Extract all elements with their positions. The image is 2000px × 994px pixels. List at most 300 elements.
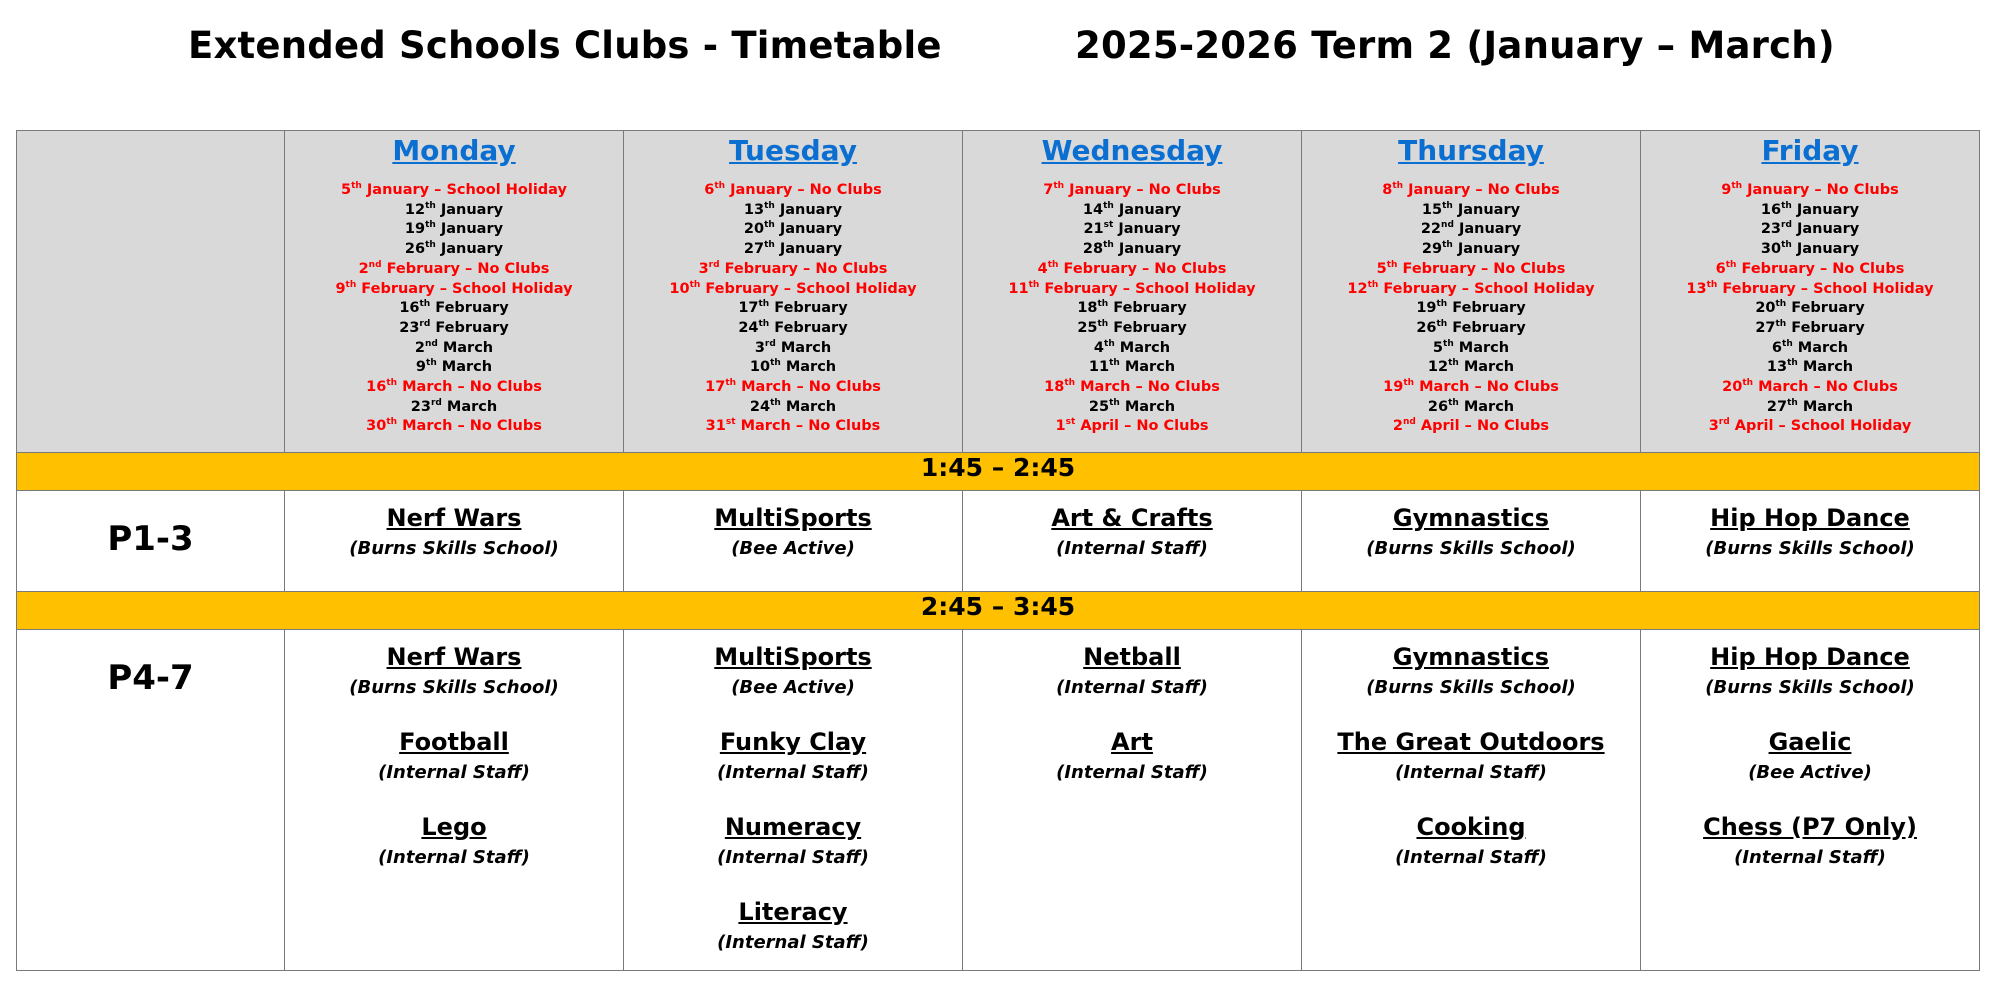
date-text: February – No Clubs [1058,260,1227,277]
club-cell [963,491,1302,592]
date-closed [1641,181,1979,201]
date-day: 13 [743,201,765,218]
date-day: 13 [1686,280,1707,297]
date-text: January [774,241,843,258]
date-list [285,181,623,437]
date-text: February – No Clubs [1736,260,1905,277]
club-provider: (Internal Staff) [717,932,869,953]
club-provider: (Burns Skills School) [1366,677,1576,698]
date-day: 30 [366,418,387,435]
club-cell [1641,630,1980,971]
year-group-label: P4-7 [107,658,194,698]
date-item [624,339,962,359]
date-suffix: th [1097,319,1109,330]
date-text: January [1113,201,1182,218]
club-provider: (Burns Skills School) [1366,538,1576,559]
date-text: March [1458,359,1515,376]
date-suffix: th [1443,338,1454,349]
club-name: Literacy [738,898,848,926]
club-provider: (Internal Staff) [1734,847,1886,868]
date-list [1302,181,1640,437]
day-header-row [17,131,1980,453]
date-item [624,220,962,240]
club-name: Gymnastics [1392,643,1550,671]
date-text: January – No Clubs [1742,182,1899,198]
date-closed [285,181,623,201]
date-day: 10 [669,280,690,297]
date-suffix: th [1448,358,1459,369]
date-suffix: nd [1441,220,1454,231]
date-suffix: th [419,299,431,310]
date-closed [1302,378,1640,398]
date-item [1302,398,1640,418]
date-item [1641,240,1979,260]
date-text: April – School Holiday [1729,418,1912,435]
date-item [963,220,1301,240]
date-item [624,299,962,319]
club-entry [624,727,962,786]
date-item [624,398,962,418]
club-name: Lego [421,813,487,841]
date-suffix: th [1706,279,1718,290]
club-provider: (Bee Active) [731,677,855,698]
date-suffix: th [1442,200,1453,211]
date-item [963,319,1301,339]
date-text: March [775,339,832,356]
date-suffix: th [1742,378,1754,389]
date-item [285,201,623,221]
term-title: 2025-2026 Term 2 (January – March) [1075,24,1835,67]
club-entry [624,503,962,562]
club-provider: (Internal Staff) [1056,677,1208,698]
club-entry [963,503,1301,562]
date-suffix: th [1731,181,1743,192]
date-closed [963,417,1301,437]
date-day: 26 [1427,398,1449,415]
date-text: January [435,221,504,238]
date-list [1641,181,1979,437]
club-provider: (Internal Staff) [1056,538,1208,559]
date-day: 17 [738,300,759,317]
year-group-cell [17,630,285,971]
club-cell [285,630,624,971]
date-item [963,201,1301,221]
club-name: Art [1111,728,1153,756]
date-suffix: th [1109,397,1120,408]
date-day: 27 [1755,319,1776,336]
date-text: January – No Clubs [725,182,882,198]
date-suffix: nd [424,338,438,349]
date-suffix: th [770,358,781,369]
date-day: 20 [743,221,765,238]
date-suffix: th [1109,358,1120,369]
club-entry [963,727,1301,786]
date-text: January [1113,221,1181,238]
club-provider: (Burns Skills School) [349,538,559,559]
club-provider: (Burns Skills School) [1705,538,1915,559]
date-item [1641,201,1979,221]
date-text: February – School Holiday [1717,280,1934,297]
club-entry [285,727,623,786]
date-day: 3 [1708,418,1719,435]
date-text: February – School Holiday [1039,280,1256,297]
date-day: 15 [1421,201,1443,218]
date-day: 17 [705,379,726,396]
club-name: Nerf Wars [386,643,522,671]
date-suffix: th [725,378,737,389]
date-item [1641,339,1979,359]
date-item [285,220,623,240]
date-suffix: rd [764,338,776,349]
date-text: February [430,319,509,336]
date-closed [624,378,962,398]
date-text: March [1797,359,1854,376]
date-day: 6 [704,182,715,198]
date-day: 23 [1760,221,1782,238]
date-item [1302,339,1640,359]
club-entry [1302,642,1640,701]
date-text: March [1458,398,1515,415]
date-day: 9 [335,280,346,297]
date-suffix: rd [1781,220,1792,231]
date-suffix: th [1403,378,1415,389]
date-item [1302,201,1640,221]
date-item [285,339,623,359]
date-text: February [769,300,848,317]
club-provider: (Internal Staff) [378,762,530,783]
date-day: 18 [1077,300,1098,317]
club-entry [285,812,623,871]
club-name: Cooking [1416,813,1526,841]
date-day: 24 [749,398,771,415]
date-item [1302,319,1640,339]
club-name: Gymnastics [1392,504,1550,532]
date-day: 3 [754,339,765,356]
date-day: 27 [1766,398,1788,415]
date-day: 16 [399,300,420,317]
date-suffix: rd [430,397,442,408]
date-item [1641,398,1979,418]
date-suffix: th [764,220,775,231]
date-day: 23 [410,398,431,415]
date-text: March – No Clubs [1414,379,1559,396]
club-entry [963,642,1301,701]
date-text: February – No Clubs [1397,260,1566,277]
date-suffix: th [1053,181,1065,192]
date-suffix: th [1097,299,1109,310]
date-closed [963,260,1301,280]
club-name: MultiSports [714,504,872,532]
date-text: January – No Clubs [1064,182,1221,198]
day-name: Tuesday [729,134,857,167]
date-day: 12 [1427,359,1449,376]
club-provider: (Bee Active) [1748,762,1872,783]
club-provider: (Internal Staff) [717,762,869,783]
club-provider: (Internal Staff) [717,847,869,868]
date-text: January [774,221,843,238]
club-entry [1302,727,1640,786]
date-item [1641,220,1979,240]
date-closed [1641,280,1979,300]
day-column-header [963,131,1302,453]
club-name: Hip Hop Dance [1710,504,1910,532]
date-suffix: rd [708,259,720,270]
date-text: January [774,201,843,218]
date-text: April – No Clubs [1415,418,1550,435]
date-day: 19 [1416,300,1437,317]
club-name: Football [399,728,509,756]
date-closed [624,280,962,300]
date-suffix: th [1781,200,1792,211]
date-day: 19 [1383,379,1404,396]
club-row [17,491,1980,592]
date-suffix: th [764,200,775,211]
date-suffix: th [764,240,775,251]
date-day: 16 [1760,201,1782,218]
club-provider: (Internal Staff) [1395,847,1547,868]
date-closed [1302,280,1640,300]
date-closed [624,260,962,280]
date-text: March [1119,398,1176,415]
date-suffix: th [1782,338,1793,349]
date-suffix: th [689,279,701,290]
date-item [1302,240,1640,260]
date-text: January [435,201,504,218]
date-day: 31 [705,418,726,435]
date-item [285,240,623,260]
day-name: Monday [392,134,516,167]
date-text: April – No Clubs [1075,418,1209,435]
date-day: 20 [1722,379,1743,396]
day-name: Friday [1761,134,1859,167]
date-text: March – No Clubs [1753,379,1898,396]
date-text: February [1108,319,1187,336]
date-suffix: th [1436,299,1448,310]
date-closed [963,378,1301,398]
club-provider: (Bee Active) [731,538,855,559]
date-suffix: rd [1718,417,1730,428]
date-suffix: th [1064,378,1076,389]
date-text: February – School Holiday [356,280,573,297]
date-item [624,201,962,221]
date-day: 11 [1088,359,1110,376]
date-item [1641,299,1979,319]
club-entry [1641,812,1979,871]
club-entry [285,503,623,562]
date-text: March [441,398,498,415]
date-day: 8 [1382,182,1393,198]
date-item [285,358,623,378]
date-suffix: rd [419,319,431,330]
date-suffix: nd [368,259,382,270]
date-suffix: th [770,397,781,408]
club-entry [624,642,962,701]
timetable [16,130,1980,971]
date-day: 26 [404,241,426,258]
date-day: 13 [1766,359,1788,376]
date-suffix: th [714,181,726,192]
date-suffix: th [1103,240,1114,251]
club-name: Hip Hop Dance [1710,643,1910,671]
date-text: March [1119,359,1176,376]
date-text: March [1792,339,1849,356]
date-text: March [437,339,494,356]
date-suffix: th [386,378,398,389]
date-suffix: th [1103,200,1114,211]
date-text: January [435,241,504,258]
club-provider: (Internal Staff) [378,847,530,868]
date-day: 18 [1044,379,1065,396]
date-day: 27 [743,241,765,258]
date-text: February [1447,300,1526,317]
date-text: February [1786,319,1865,336]
date-day: 2 [1392,418,1404,435]
club-entry [285,642,623,701]
day-column-header [1302,131,1641,453]
date-closed [1641,378,1979,398]
date-text: March [436,359,493,376]
club-cell [1302,491,1641,592]
date-text: January – No Clubs [1403,182,1560,198]
date-closed [963,181,1301,201]
club-name: MultiSports [714,643,872,671]
date-closed [1302,260,1640,280]
date-suffix: nd [1403,417,1416,428]
date-day: 12 [404,201,426,218]
date-day: 22 [1420,221,1442,238]
date-item [624,240,962,260]
date-day: 26 [1416,319,1437,336]
date-day: 23 [399,319,420,336]
date-suffix: th [758,299,770,310]
date-day: 12 [1347,280,1368,297]
date-day: 5 [1432,339,1444,356]
date-text: February – No Clubs [719,260,888,277]
date-day: 19 [404,221,426,238]
date-day: 28 [1082,241,1104,258]
date-text: January [1791,221,1860,238]
date-day: 1 [1055,418,1066,435]
club-entry [1302,812,1640,871]
date-suffix: th [386,417,398,428]
date-suffix: th [1775,299,1787,310]
date-closed [1302,181,1640,201]
date-text: February [1108,300,1187,317]
date-item [1302,358,1640,378]
date-text: March [1114,339,1171,356]
date-text: March – No Clubs [397,379,542,396]
date-day: 3 [698,260,709,277]
date-text: February [1786,300,1865,317]
date-text: March – No Clubs [736,379,881,396]
date-text: February – School Holiday [700,280,917,297]
date-day: 9 [1721,182,1732,198]
club-name: Numeracy [724,813,862,841]
club-name: Chess (P7 Only) [1703,813,1917,841]
date-list [624,181,962,437]
date-suffix: th [1104,338,1115,349]
date-day: 5 [1376,260,1387,277]
club-name: Netball [1083,643,1181,671]
date-item [963,398,1301,418]
date-text: March – No Clubs [1075,379,1220,396]
date-text: January [1452,201,1521,218]
year-group-label: P1-3 [107,519,194,559]
date-suffix: th [351,181,362,192]
date-suffix: th [1787,397,1798,408]
corner-cell [17,131,285,453]
club-cell [624,630,963,971]
date-day: 9 [415,359,427,376]
date-suffix: th [426,358,437,369]
date-suffix: th [1436,319,1448,330]
date-text: January – School Holiday [361,182,567,198]
date-item [963,358,1301,378]
date-closed [285,280,623,300]
date-day: 25 [1088,398,1110,415]
date-suffix: th [345,279,357,290]
title-row [0,0,2000,130]
date-day: 5 [341,182,352,198]
club-cell [1641,491,1980,592]
club-name: Funky Clay [719,728,867,756]
date-closed [285,260,623,280]
date-item [963,240,1301,260]
date-suffix: st [725,417,736,428]
date-day: 6 [1715,260,1726,277]
date-closed [1302,417,1640,437]
date-suffix: th [425,200,436,211]
date-closed [285,378,623,398]
date-item [285,319,623,339]
date-text: March [780,398,837,415]
date-day: 4 [1037,260,1048,277]
date-closed [1641,417,1979,437]
date-suffix: st [1065,417,1076,428]
date-text: March – No Clubs [397,418,542,435]
club-name: Gaelic [1768,728,1852,756]
page-title: Extended Schools Clubs - Timetable [188,24,942,67]
year-group-cell [17,491,285,592]
date-day: 7 [1043,182,1054,198]
date-text: February [769,319,848,336]
club-entry [624,897,962,956]
club-row [17,630,1980,971]
day-name: Wednesday [1041,134,1223,167]
time-band-label: 1:45 – 2:45 [17,453,1980,491]
date-suffix: th [1725,259,1737,270]
date-day: 6 [1771,339,1783,356]
club-cell [624,491,963,592]
date-text: March – No Clubs [735,418,881,435]
date-text: January [1453,221,1522,238]
date-item [963,299,1301,319]
date-day: 2 [414,339,425,356]
day-name: Thursday [1398,134,1544,167]
date-item [624,319,962,339]
date-closed [624,417,962,437]
date-list [963,181,1301,437]
date-text: January [1791,241,1860,258]
date-text: February – School Holiday [1378,280,1595,297]
club-cell [963,630,1302,971]
club-cell [285,491,624,592]
date-suffix: th [1392,181,1404,192]
date-text: February [1447,319,1526,336]
date-day: 29 [1421,241,1443,258]
club-entry [624,812,962,871]
date-suffix: st [1103,220,1114,231]
